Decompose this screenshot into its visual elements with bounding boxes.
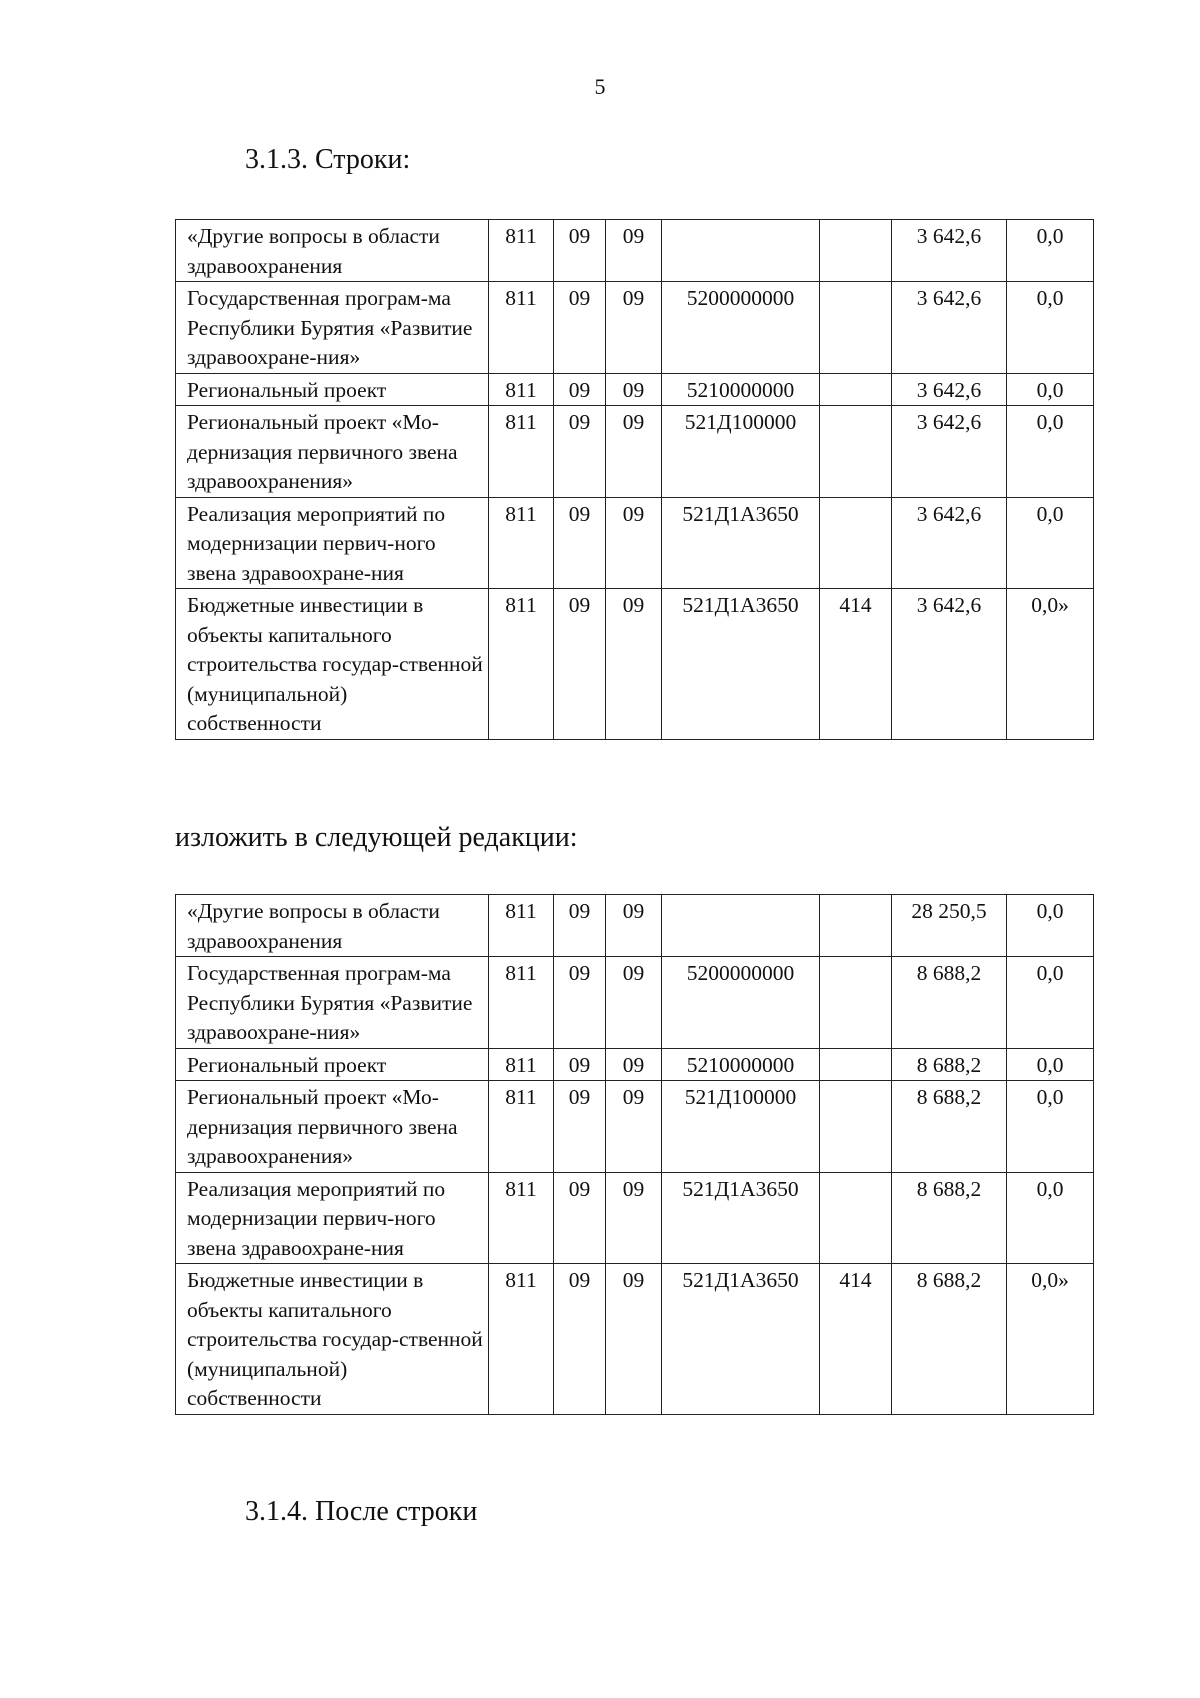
amount-2-cell: 0,0 — [1007, 957, 1094, 1049]
name-cell: Региональный проект «Мо-дернизация первичного звена здравоохранения» — [176, 1081, 489, 1173]
gr-code-cell: 811 — [489, 497, 554, 589]
csr-code-cell: 521Д1А3650 — [662, 497, 820, 589]
table-row — [176, 1264, 1094, 1415]
amount-cell: 8 688,2 — [892, 1172, 1007, 1264]
section-heading-3-1-3: 3.1.3. Строки: — [245, 144, 411, 175]
pr-code-cell: 09 — [606, 373, 662, 406]
table-row — [176, 220, 1094, 282]
csr-code-cell: 5200000000 — [662, 282, 820, 374]
amount-cell: 3 642,6 — [892, 373, 1007, 406]
vr-code-cell — [820, 1048, 892, 1081]
gr-code-cell: 811 — [489, 220, 554, 282]
vr-code-cell: 414 — [820, 1264, 892, 1415]
amount-cell: 3 642,6 — [892, 406, 1007, 498]
rz-code-cell: 09 — [554, 497, 606, 589]
name-cell: Государственная програм-ма Республики Бурятия «Развитие здравоохране-ния» — [176, 957, 489, 1049]
gr-code-cell: 811 — [489, 1081, 554, 1173]
rz-code-cell: 09 — [554, 1048, 606, 1081]
name-cell: Региональный проект — [176, 1048, 489, 1081]
amount-cell: 8 688,2 — [892, 1264, 1007, 1415]
csr-code-cell: 5210000000 — [662, 373, 820, 406]
csr-code-cell: 521Д1А3650 — [662, 1264, 820, 1415]
name-cell: Государственная програм-ма Республики Бурятия «Развитие здравоохране-ния» — [176, 282, 489, 374]
pr-code-cell: 09 — [606, 1081, 662, 1173]
amount-2-cell: 0,0 — [1007, 497, 1094, 589]
section-heading-3-1-4: 3.1.4. После строки — [245, 1496, 478, 1527]
rz-code-cell: 09 — [554, 282, 606, 374]
rz-code-cell: 09 — [554, 1264, 606, 1415]
name-cell: «Другие вопросы в области здравоохранения — [176, 895, 489, 957]
vr-code-cell — [820, 1172, 892, 1264]
vr-code-cell — [820, 220, 892, 282]
pr-code-cell: 09 — [606, 406, 662, 498]
name-cell: Бюджетные инвестиции в объекты капитального строительства государ-ственной (муниципальной) собственности — [176, 1264, 489, 1415]
vr-code-cell — [820, 895, 892, 957]
amount-cell: 28 250,5 — [892, 895, 1007, 957]
pr-code-cell: 09 — [606, 1264, 662, 1415]
gr-code-cell: 811 — [489, 406, 554, 498]
table-row — [176, 282, 1094, 374]
table-row — [176, 1081, 1094, 1173]
table-row — [176, 1048, 1094, 1081]
amount-cell: 8 688,2 — [892, 1081, 1007, 1173]
vr-code-cell — [820, 1081, 892, 1173]
vr-code-cell — [820, 373, 892, 406]
gr-code-cell: 811 — [489, 1264, 554, 1415]
pr-code-cell: 09 — [606, 282, 662, 374]
rz-code-cell: 09 — [554, 957, 606, 1049]
csr-code-cell — [662, 220, 820, 282]
intro-text: изложить в следующей редакции: — [175, 822, 578, 853]
vr-code-cell — [820, 406, 892, 498]
amount-2-cell: 0,0 — [1007, 1172, 1094, 1264]
amount-2-cell: 0,0» — [1007, 589, 1094, 740]
csr-code-cell: 521Д1А3650 — [662, 1172, 820, 1264]
gr-code-cell: 811 — [489, 1048, 554, 1081]
pr-code-cell: 09 — [606, 220, 662, 282]
csr-code-cell: 5210000000 — [662, 1048, 820, 1081]
table-row — [176, 895, 1094, 957]
name-cell: Региональный проект «Мо-дернизация первичного звена здравоохранения» — [176, 406, 489, 498]
rz-code-cell: 09 — [554, 1081, 606, 1173]
amount-cell: 8 688,2 — [892, 957, 1007, 1049]
amount-cell: 8 688,2 — [892, 1048, 1007, 1081]
gr-code-cell: 811 — [489, 282, 554, 374]
csr-code-cell: 521Д100000 — [662, 406, 820, 498]
gr-code-cell: 811 — [489, 589, 554, 740]
budget-table-after — [175, 894, 1094, 1415]
vr-code-cell — [820, 957, 892, 1049]
rz-code-cell: 09 — [554, 895, 606, 957]
amount-2-cell: 0,0 — [1007, 373, 1094, 406]
amount-2-cell: 0,0 — [1007, 1081, 1094, 1173]
table-row — [176, 406, 1094, 498]
gr-code-cell: 811 — [489, 373, 554, 406]
page-number: 5 — [594, 74, 606, 99]
amount-cell: 3 642,6 — [892, 589, 1007, 740]
pr-code-cell: 09 — [606, 1172, 662, 1264]
name-cell: Реализация мероприятий по модернизации первич-ного звена здравоохране-ния — [176, 1172, 489, 1264]
table-row — [176, 957, 1094, 1049]
rz-code-cell: 09 — [554, 1172, 606, 1264]
csr-code-cell: 521Д1А3650 — [662, 589, 820, 740]
amount-2-cell: 0,0 — [1007, 1048, 1094, 1081]
csr-code-cell — [662, 895, 820, 957]
pr-code-cell: 09 — [606, 589, 662, 740]
table-row — [176, 589, 1094, 740]
pr-code-cell: 09 — [606, 1048, 662, 1081]
budget-table-before — [175, 219, 1094, 740]
amount-2-cell: 0,0 — [1007, 220, 1094, 282]
amount-cell: 3 642,6 — [892, 220, 1007, 282]
amount-cell: 3 642,6 — [892, 282, 1007, 374]
csr-code-cell: 521Д100000 — [662, 1081, 820, 1173]
name-cell: Бюджетные инвестиции в объекты капитального строительства государ-ственной (муниципальной) собственности — [176, 589, 489, 740]
amount-2-cell: 0,0 — [1007, 895, 1094, 957]
amount-2-cell: 0,0» — [1007, 1264, 1094, 1415]
gr-code-cell: 811 — [489, 895, 554, 957]
pr-code-cell: 09 — [606, 895, 662, 957]
pr-code-cell: 09 — [606, 497, 662, 589]
table-row — [176, 1172, 1094, 1264]
vr-code-cell — [820, 497, 892, 589]
rz-code-cell: 09 — [554, 373, 606, 406]
rz-code-cell: 09 — [554, 589, 606, 740]
pr-code-cell: 09 — [606, 957, 662, 1049]
rz-code-cell: 09 — [554, 220, 606, 282]
name-cell: Реализация мероприятий по модернизации первич-ного звена здравоохране-ния — [176, 497, 489, 589]
rz-code-cell: 09 — [554, 406, 606, 498]
name-cell: Региональный проект — [176, 373, 489, 406]
table-row — [176, 497, 1094, 589]
amount-2-cell: 0,0 — [1007, 282, 1094, 374]
amount-cell: 3 642,6 — [892, 497, 1007, 589]
vr-code-cell: 414 — [820, 589, 892, 740]
vr-code-cell — [820, 282, 892, 374]
gr-code-cell: 811 — [489, 1172, 554, 1264]
amount-2-cell: 0,0 — [1007, 406, 1094, 498]
table-row — [176, 373, 1094, 406]
csr-code-cell: 5200000000 — [662, 957, 820, 1049]
gr-code-cell: 811 — [489, 957, 554, 1049]
name-cell: «Другие вопросы в области здравоохранения — [176, 220, 489, 282]
